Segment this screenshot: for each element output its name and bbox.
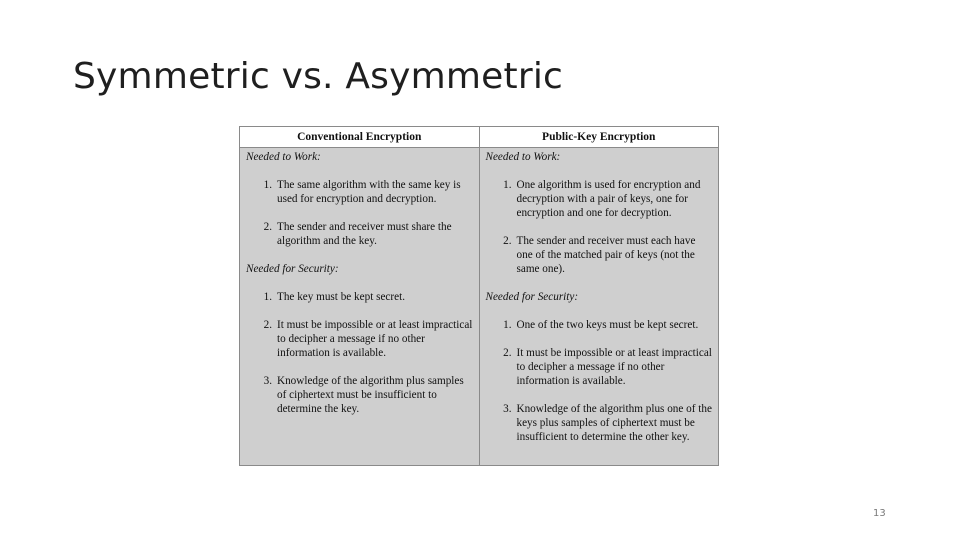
item-text: The key must be kept secret. — [277, 291, 405, 303]
item-text: One algorithm is used for encryption and decryption with a pair of keys, one for encryption and one for decryption. — [516, 179, 701, 219]
table-body — [240, 148, 718, 465]
item-text: The sender and receiver must each have one of the matched pair of keys (not the same one). — [516, 235, 696, 275]
item-number: 1. — [263, 179, 272, 191]
header-conventional: Conventional Encryption — [240, 127, 480, 147]
security-label: Needed for Security: — [485, 291, 579, 303]
list-item — [246, 374, 473, 416]
security-list — [246, 290, 473, 416]
table-header-row — [240, 127, 718, 148]
item-number: 3. — [263, 375, 272, 387]
work-label: Needed to Work: — [246, 151, 321, 163]
work-list — [246, 178, 473, 248]
list-item — [246, 290, 473, 304]
item-text: It must be impossible or at least impractical to decipher a message if no other information is available. — [277, 319, 473, 359]
header-public-key: Public-Key Encryption — [542, 131, 656, 143]
list-item — [486, 346, 713, 388]
list-item — [246, 318, 473, 360]
item-number: 2. — [503, 347, 512, 359]
list-item — [486, 402, 713, 444]
security-list — [486, 318, 713, 444]
item-number: 2. — [263, 319, 272, 331]
item-number: 2. — [263, 221, 272, 233]
item-text: Knowledge of the algorithm plus samples of ciphertext must be insufficient to determine the key. — [277, 375, 464, 415]
item-number: 3. — [503, 403, 512, 415]
item-text: Knowledge of the algorithm plus one of the keys plus samples of ciphertext must be insufficient to determine the other key. — [516, 403, 712, 443]
slide-title: Symmetric vs. Asymmetric — [73, 56, 564, 97]
item-number: 2. — [503, 235, 512, 247]
page-number: 13 — [873, 508, 886, 519]
work-list — [486, 178, 713, 276]
item-text: It must be impossible or at least impractical to decipher a message if no other information is available. — [516, 347, 712, 387]
item-number: 1. — [503, 319, 512, 331]
item-text: One of the two keys must be kept secret. — [516, 319, 699, 331]
list-item — [246, 178, 473, 206]
list-item — [246, 220, 473, 248]
list-item — [486, 234, 713, 276]
list-item — [486, 318, 713, 332]
item-number: 1. — [503, 179, 512, 191]
list-item — [486, 178, 713, 220]
item-text: The same algorithm with the same key is used for encryption and decryption. — [277, 179, 461, 205]
column-conventional — [240, 148, 480, 465]
work-label: Needed to Work: — [485, 151, 561, 163]
security-label: Needed for Security: — [246, 263, 339, 275]
item-text: The sender and receiver must share the algorithm and the key. — [277, 221, 452, 247]
item-number: 1. — [263, 291, 272, 303]
comparison-table — [239, 126, 719, 466]
column-public-key — [480, 148, 719, 465]
